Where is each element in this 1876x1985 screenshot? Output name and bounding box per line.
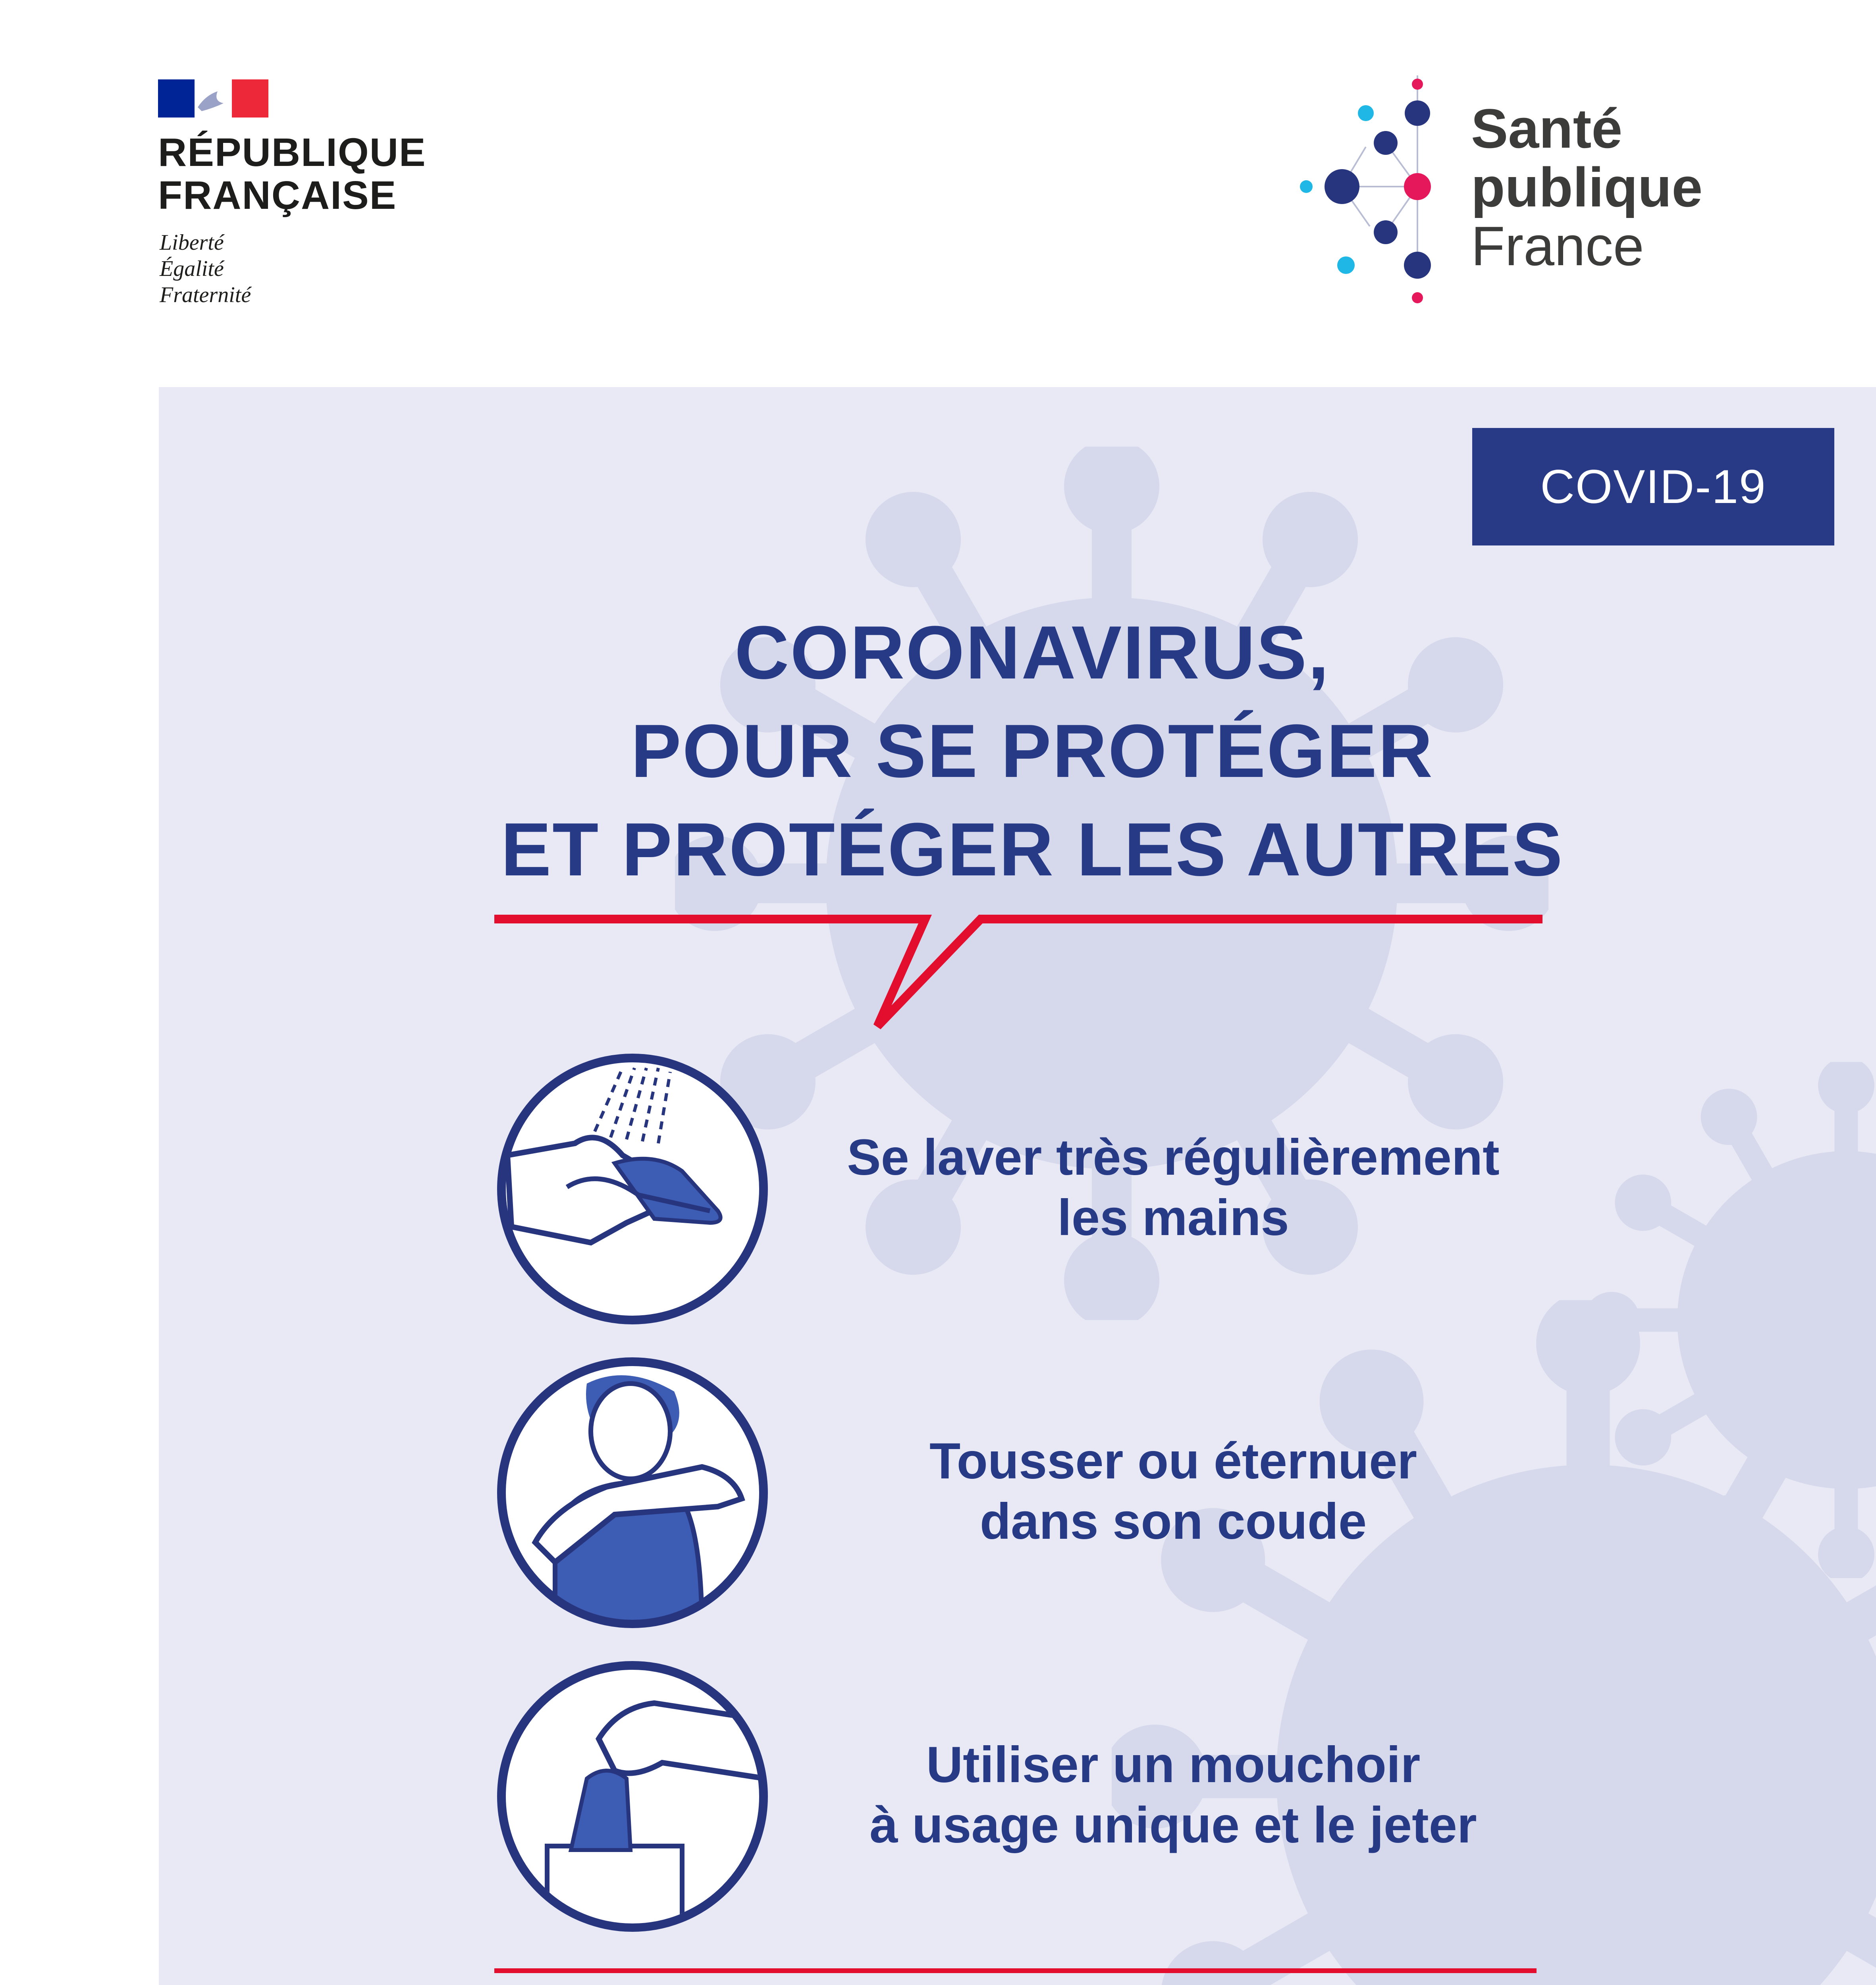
speech-bubble-underline [494, 913, 1542, 1032]
action-cough-elbow-text: Tousser ou éternuer dans son coude [929, 1433, 1417, 1550]
sante-publique-france-logo-icon [1298, 75, 1465, 310]
virus-background-icon [1112, 1300, 1876, 1985]
cough-elbow-icon [496, 1356, 769, 1630]
poster-title: CORONAVIRUS, POUR SE PROTÉGER ET PROTÉGER LES AUTRES [501, 611, 1564, 892]
section-divider [494, 1968, 1537, 1973]
republique-francaise-title: RÉPUBLIQUE FRANÇAISE [158, 130, 426, 218]
tissue-icon [496, 1659, 769, 1933]
republic-motto: Liberté Égalité Fraternité [160, 230, 251, 307]
marianne-flag-logo [158, 79, 268, 118]
covid-19-badge: COVID-19 [1472, 428, 1834, 545]
action-wash-hands-text: Se laver très régulièrement les mains [847, 1129, 1500, 1246]
hand-washing-icon [496, 1052, 769, 1326]
sante-publique-france-wordmark: Santé publique France [1471, 97, 1703, 277]
action-tissue-text: Utiliser un mouchoir à usage unique et le jeter [870, 1736, 1477, 1854]
